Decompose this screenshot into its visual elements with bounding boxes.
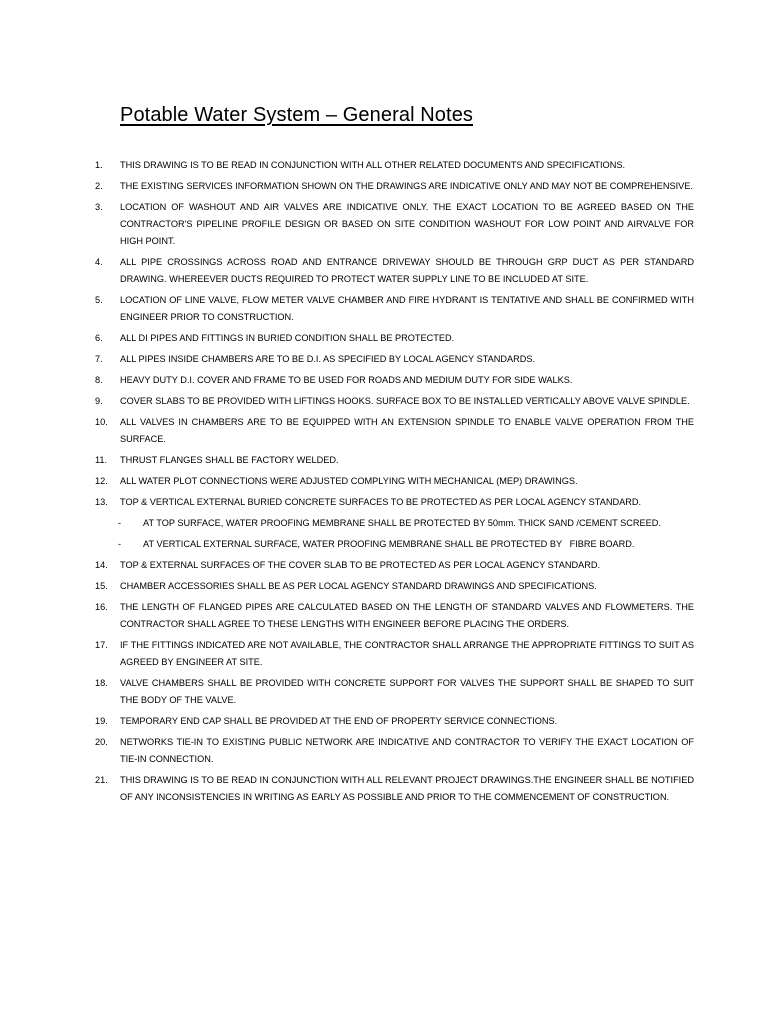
note-number: 21.: [95, 775, 108, 785]
note-text: ALL DI PIPES AND FITTINGS IN BURIED CONDITION SHALL BE PROTECTED.: [120, 333, 455, 343]
note-item-16: [90, 599, 694, 633]
note-text: IF THE FITTINGS INDICATED ARE NOT AVAILABLE, THE CONTRACTOR SHALL ARRANGE THE APPROPRIATE FITTINGS TO SUIT AS AGREED BY ENGINEER AT SITE.: [120, 640, 694, 667]
note-number: 1.: [95, 160, 103, 170]
note-item-18: [90, 675, 694, 709]
note-item-21: [90, 772, 694, 806]
note-number: 7.: [95, 354, 103, 364]
note-text: THE EXISTING SERVICES INFORMATION SHOWN ON THE DRAWINGS ARE INDICATIVE ONLY AND MAY NOT BE COMPREHENSIVE.: [120, 181, 693, 191]
note-text: THRUST FLANGES SHALL BE FACTORY WELDED.: [120, 455, 339, 465]
note-text: LOCATION OF WASHOUT AND AIR VALVES ARE INDICATIVE ONLY. THE EXACT LOCATION TO BE AGREED BASED ON THE CONTRACTOR'S PIPELINE PROFILE DESIGN OR BASED ON SITE CONDITION WASHOUT FOR LOW POINT AND AIRVALVE FOR HIGH POINT.: [120, 202, 694, 246]
note-number: 9.: [95, 396, 103, 406]
subnote-text: AT VERTICAL EXTERNAL SURFACE, WATER PROOFING MEMBRANE SHALL BE PROTECTED BY FIBRE BOARD.: [143, 539, 635, 549]
note-item-2: [90, 178, 694, 195]
note-text: TEMPORARY END CAP SHALL BE PROVIDED AT THE END OF PROPERTY SERVICE CONNECTIONS.: [120, 716, 558, 726]
note-text: HEAVY DUTY D.I. COVER AND FRAME TO BE USED FOR ROADS AND MEDIUM DUTY FOR SIDE WALKS.: [120, 375, 573, 385]
note-text: TOP & VERTICAL EXTERNAL BURIED CONCRETE SURFACES TO BE PROTECTED AS PER LOCAL AGENCY STANDARD.: [120, 497, 642, 507]
note-number: 6.: [95, 333, 103, 343]
note-text: CHAMBER ACCESSORIES SHALL BE AS PER LOCAL AGENCY STANDARD DRAWINGS AND SPECIFICATIONS.: [120, 581, 597, 591]
note-text: THIS DRAWING IS TO BE READ IN CONJUNCTION WITH ALL OTHER RELATED DOCUMENTS AND SPECIFICATIONS.: [120, 160, 626, 170]
note-item-5: [90, 292, 694, 326]
note-number: 4.: [95, 257, 103, 267]
note-item-13: [90, 494, 694, 511]
subnote-dash: -: [118, 539, 122, 549]
note-item-7: [90, 351, 694, 368]
note-item-10: [90, 414, 694, 448]
note-item-11: [90, 452, 694, 469]
note-number: 20.: [95, 737, 108, 747]
general-notes-list: [90, 157, 694, 810]
note-item-8: [90, 372, 694, 389]
note-text: ALL PIPE CROSSINGS ACROSS ROAD AND ENTRANCE DRIVEWAY SHOULD BE THROUGH GRP DUCT AS PER STANDARD DRAWING. WHEREEVER DUCTS REQUIRED TO PROTECT WATER SUPPLY LINE TO BE INCLUDED AT SITE.: [120, 257, 694, 284]
note-number: 14.: [95, 560, 108, 570]
note-number: 3.: [95, 202, 103, 212]
note-text: THE LENGTH OF FLANGED PIPES ARE CALCULATED BASED ON THE LENGTH OF STANDARD VALVES AND FLOWMETERS. THE CONTRACTOR SHALL AGREE TO THESE LENGTHS WITH ENGINEER BEFORE PLACING THE ORDERS.: [120, 602, 694, 629]
page-title: Potable Water System – General Notes: [120, 104, 474, 126]
note-number: 18.: [95, 678, 108, 688]
note-item-15: [90, 578, 694, 595]
note-number: 17.: [95, 640, 108, 650]
note-number: 11.: [95, 455, 108, 465]
note-item-17: [90, 637, 694, 671]
subnote-dash: -: [118, 518, 122, 528]
subnote-item-1: [90, 515, 694, 532]
note-item-19: [90, 713, 694, 730]
note-number: 2.: [95, 181, 103, 191]
note-text: VALVE CHAMBERS SHALL BE PROVIDED WITH CONCRETE SUPPORT FOR VALVES THE SUPPORT SHALL BE SHAPED TO SUIT THE BODY OF THE VALVE.: [120, 678, 694, 705]
note-item-14: [90, 557, 694, 574]
note-text: LOCATION OF LINE VALVE, FLOW METER VALVE CHAMBER AND FIRE HYDRANT IS TENTATIVE AND SHALL BE CONFIRMED WITH ENGINEER PRIOR TO CONSTRUCTION.: [120, 295, 694, 322]
note-text: THIS DRAWING IS TO BE READ IN CONJUNCTION WITH ALL RELEVANT PROJECT DRAWINGS.THE ENGINEER SHALL BE NOTIFIED OF ANY INCONSISTENCIES IN WRITING AS EARLY AS POSSIBLE AND PRIOR TO THE COMMENCEMENT OF CONSTRUCTION.: [120, 775, 694, 802]
note-text: COVER SLABS TO BE PROVIDED WITH LIFTINGS HOOKS. SURFACE BOX TO BE INSTALLED VERTICALLY ABOVE VALVE SPINDLE.: [120, 396, 690, 406]
note-item-6: [90, 330, 694, 347]
note-number: 5.: [95, 295, 103, 305]
note-text: NETWORKS TIE-IN TO EXISTING PUBLIC NETWORK ARE INDICATIVE AND CONTRACTOR TO VERIFY THE EXACT LOCATION OF TIE-IN CONNECTION.: [120, 737, 694, 764]
note-item-20: [90, 734, 694, 768]
note-number: 12.: [95, 476, 108, 486]
note-item-1: [90, 157, 694, 174]
note-number: 13.: [95, 497, 108, 507]
subnote-item-2: [90, 536, 694, 553]
subnote-text: AT TOP SURFACE, WATER PROOFING MEMBRANE SHALL BE PROTECTED BY 50mm. THICK SAND /CEMENT SCREED.: [143, 518, 661, 528]
note-item-9: [90, 393, 694, 410]
note-number: 15.: [95, 581, 108, 591]
note-item-3: [90, 199, 694, 250]
note-item-12: [90, 473, 694, 490]
note-text: ALL PIPES INSIDE CHAMBERS ARE TO BE D.I. AS SPECIFIED BY LOCAL AGENCY STANDARDS.: [120, 354, 536, 364]
note-number: 19.: [95, 716, 108, 726]
note-text: ALL VALVES IN CHAMBERS ARE TO BE EQUIPPED WITH AN EXTENSION SPINDLE TO ENABLE VALVE OPERATION FROM THE SURFACE.: [120, 417, 694, 444]
note-number: 8.: [95, 375, 103, 385]
note-item-4: [90, 254, 694, 288]
note-text: TOP & EXTERNAL SURFACES OF THE COVER SLAB TO BE PROTECTED AS PER LOCAL AGENCY STANDARD.: [120, 560, 601, 570]
note-text: ALL WATER PLOT CONNECTIONS WERE ADJUSTED COMPLYING WITH MECHANICAL (MEP) DRAWINGS.: [120, 476, 578, 486]
note-number: 16.: [95, 602, 108, 612]
note-number: 10.: [95, 417, 108, 427]
